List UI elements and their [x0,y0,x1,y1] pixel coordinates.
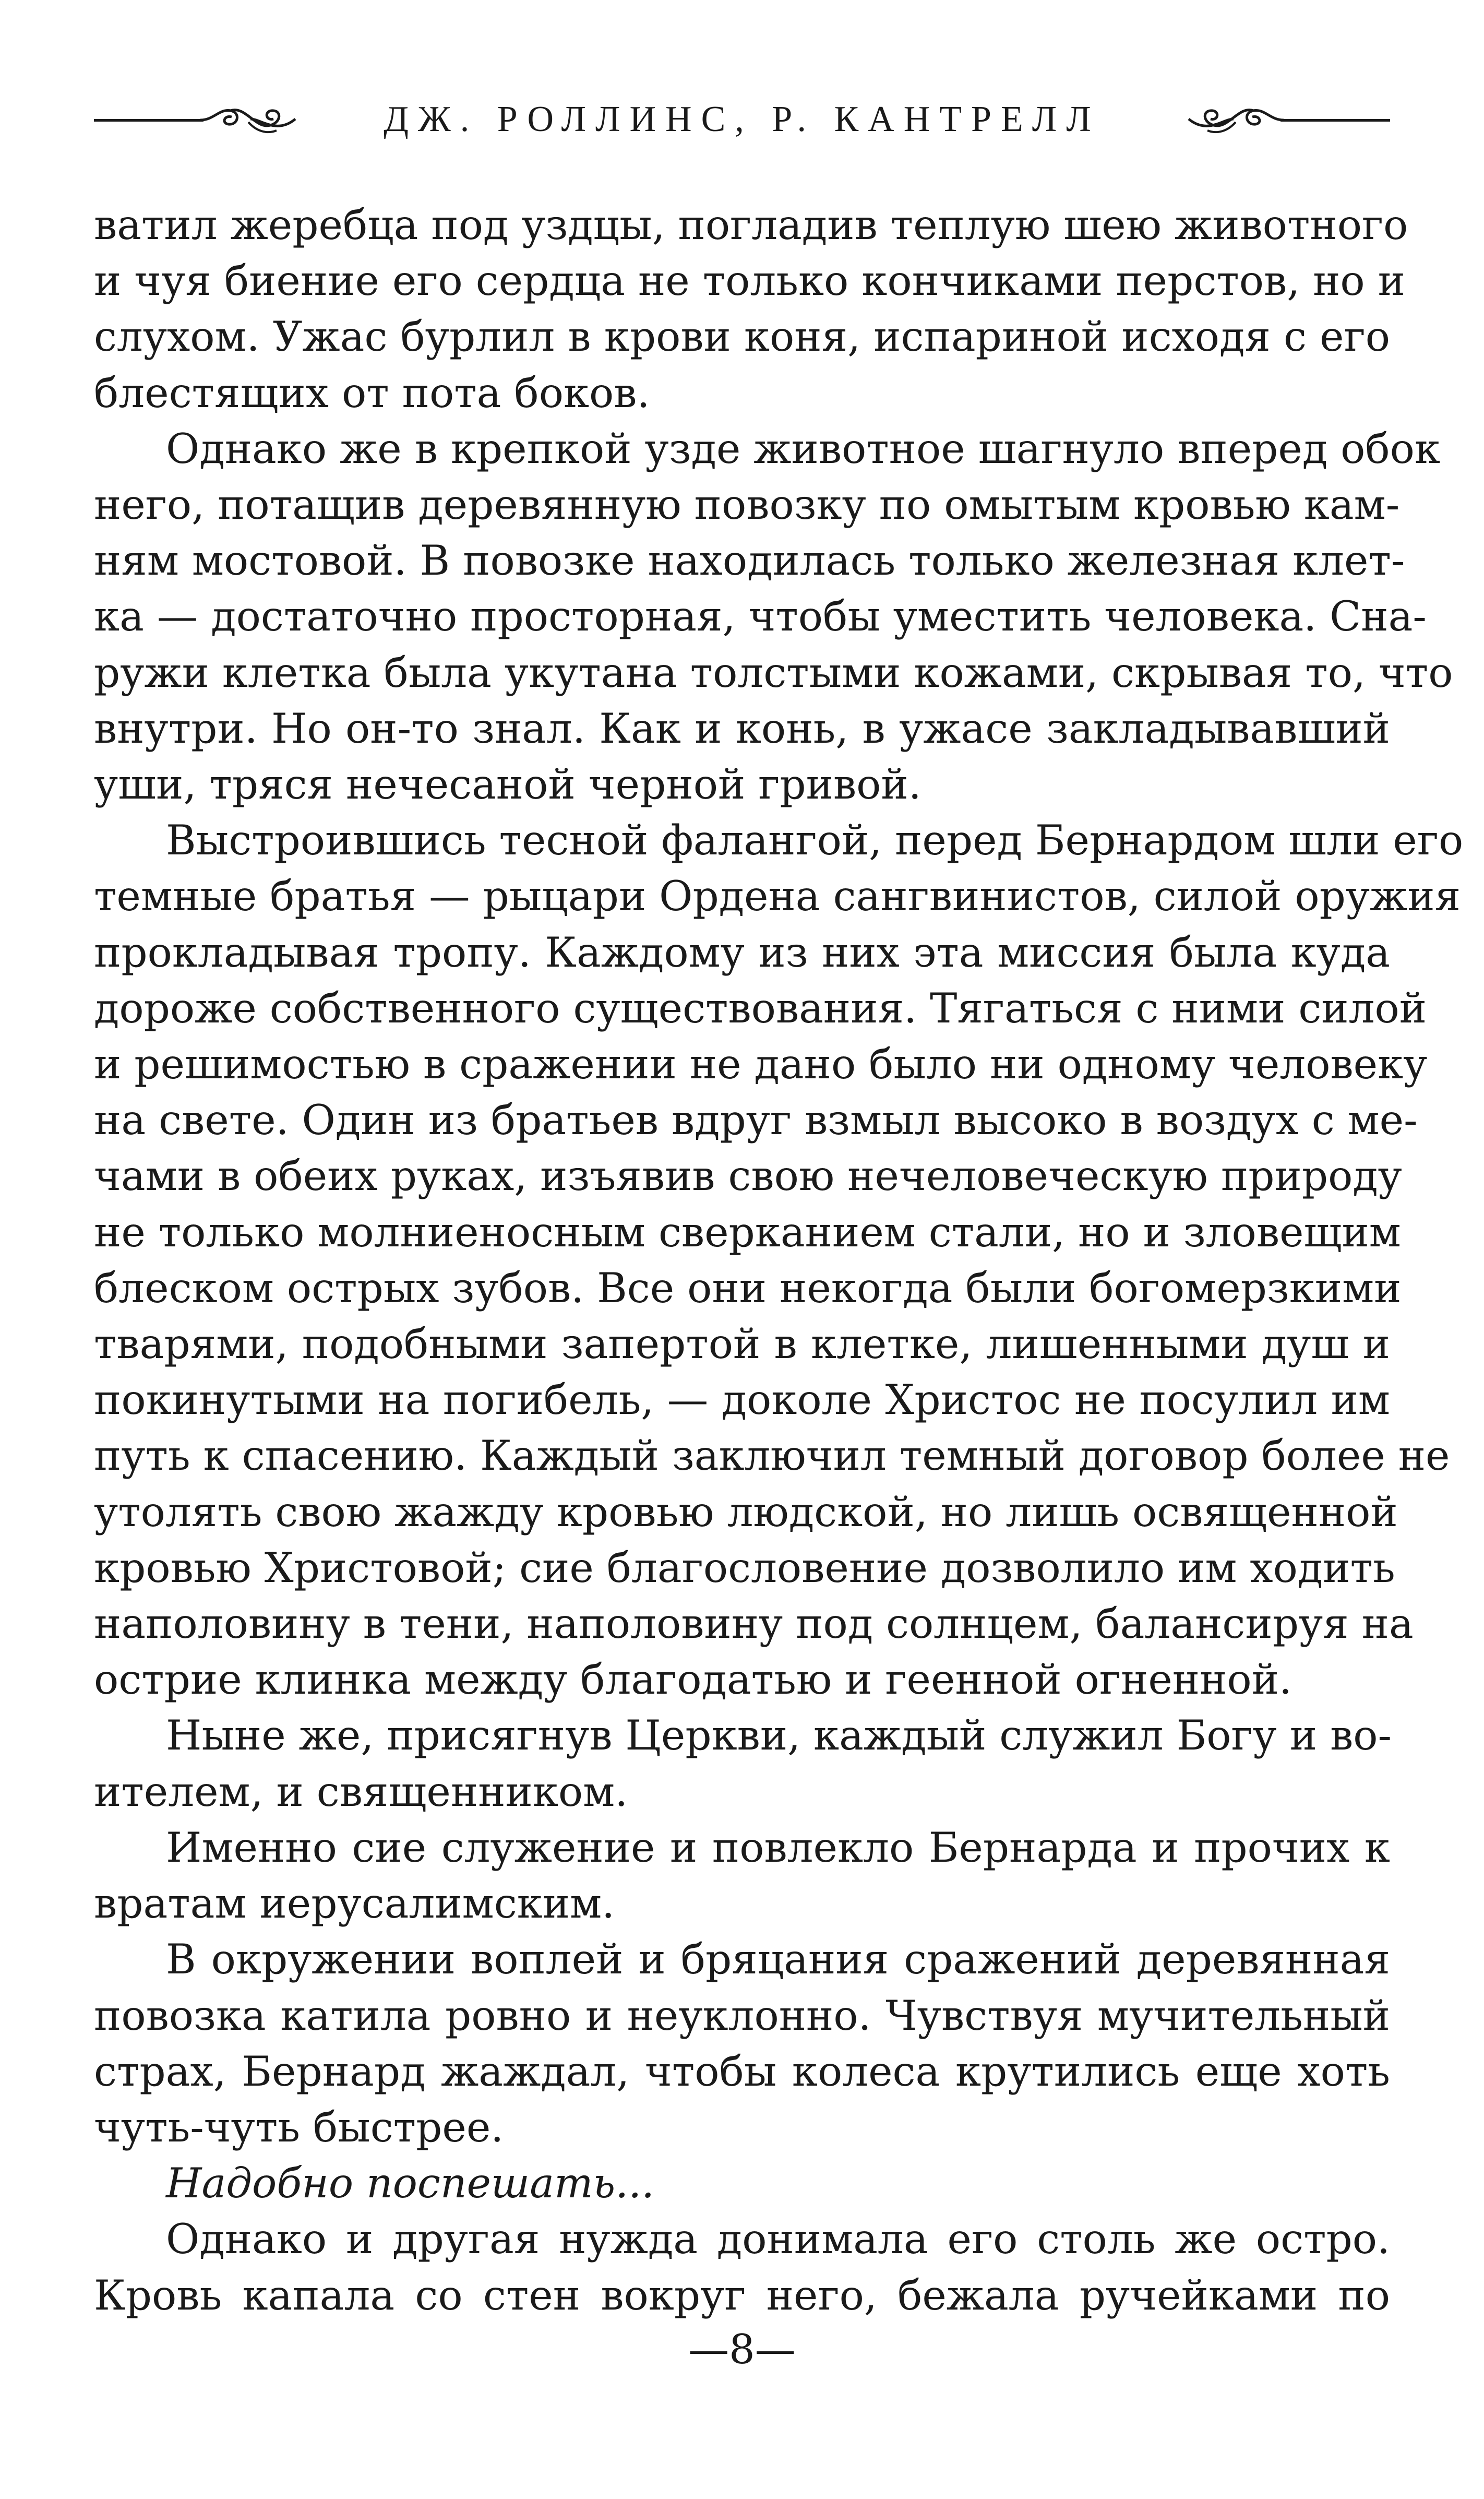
text-line: прокладывая тропу. Каждому из них эта миссия была куда [94,928,1390,977]
text-line: не только молниеносным сверканием стали, но и зловещим [94,1208,1401,1256]
text-line: утолять свою жажду кровью людской, но лишь освященной [94,1487,1398,1536]
text-line: уши, тряся нечесаной черной гривой. [94,760,921,809]
text-line: Однако же в крепкой узде животное шагнуло вперед обок [166,424,1441,473]
ornament-flourish-left-icon [198,98,297,142]
text-line: Выстроившись тесной фалангой, перед Бернардом шли его [166,816,1464,865]
text-line: ка — достаточно просторная, чтобы уместить человека. Сна- [94,592,1427,641]
text-line: чуть-чуть быстрее. [94,2103,504,2151]
text-line: Именно сие служение и повлекло Бернарда и прочих к [166,1823,1390,1872]
text-line: слухом. Ужас бурлил в крови коня, испариной исходя с его [94,313,1390,361]
text-line: кровью Христовой; сие благословение дозволило им ходить [94,1543,1395,1592]
text-line: Надобно поспешать... [166,2159,655,2208]
text-line: Кровь капала со стен вокруг него, бежала ручейками по [94,2271,1390,2319]
text-line: острие клинка между благодатью и геенной огненной. [94,1656,1292,1704]
text-line: чами в обеих руках, изъявив свою нечеловеческую природу [94,1152,1402,1200]
running-title: ДЖ. РОЛЛИНС, Р. КАНТРЕЛЛ [384,99,1100,139]
text-line: внутри. Но он-то знал. Как и конь, в ужасе закладывавший [94,704,1390,753]
paragraph [94,421,1453,813]
text-line: тварями, подобными запертой в клетке, лишенными душ и [94,1320,1390,1368]
header-rule-right [1280,119,1390,122]
paragraph [94,197,1408,421]
text-line: и решимостью в сражении не дано было ни одному человеку [94,1040,1428,1089]
text-line: на свете. Один из братьев вдруг взмыл высоко в воздух с ме- [94,1096,1418,1145]
text-line: наполовину в тени, наполовину под солнцем, балансируя на [94,1600,1414,1648]
text-line: дороже собственного существования. Тягаться с ними силой [94,984,1427,1032]
text-line: ителем, и священником. [94,1767,628,1816]
text-line: путь к спасению. Каждый заключил темный договор более не [94,1432,1450,1480]
text-line: Однако и другая нужда донимала его столь же остро. [166,2215,1390,2264]
header-rule-left [94,119,204,122]
text-line: В окружении воплей и бряцания сражений деревянная [166,1935,1390,1984]
text-line: повозка катила ровно и неуклонно. Чувствуя мучительный [94,1991,1390,2040]
text-line: и чуя биение его сердца не только кончиками перстов, но и [94,257,1405,305]
paragraph [94,813,1464,1708]
text-line: покинутыми на погибель, — доколе Христос не посулил им [94,1376,1390,1424]
text-line: страх, Бернард жаждал, чтобы колеса крутились еще хоть [94,2047,1390,2096]
body-text [94,197,1464,2324]
ornament-flourish-right-icon [1187,98,1286,142]
running-header [94,89,1390,151]
text-line: блеском острых зубов. Все они некогда были богомерзкими [94,1264,1402,1312]
text-line: ватил жеребца под уздцы, погладив теплую шею животного [94,201,1408,249]
text-line: ружи клетка была укутана толстыми кожами, скрывая то, что [94,648,1453,697]
paragraph [94,1708,1390,1819]
paragraph [94,1932,1390,2156]
paragraph [94,2211,1390,2323]
text-line: вратам иерусалимским. [94,1879,615,1928]
text-line: него, потащив деревянную повозку по омытым кровью кам- [94,481,1400,529]
text-line: Ныне же, присягнув Церкви, каждый служил Богу и во- [166,1711,1392,1760]
text-line: ням мостовой. В повозке находилась только железная клет- [94,537,1405,585]
text-line: темные братья — рыцари Ордена сангвинистов, силой оружия [94,872,1461,921]
text-line: блестящих от пота боков. [94,368,650,417]
paragraph [94,1820,1390,1932]
page-number: —8— [688,2326,796,2373]
italic-paragraph [94,2156,1390,2211]
